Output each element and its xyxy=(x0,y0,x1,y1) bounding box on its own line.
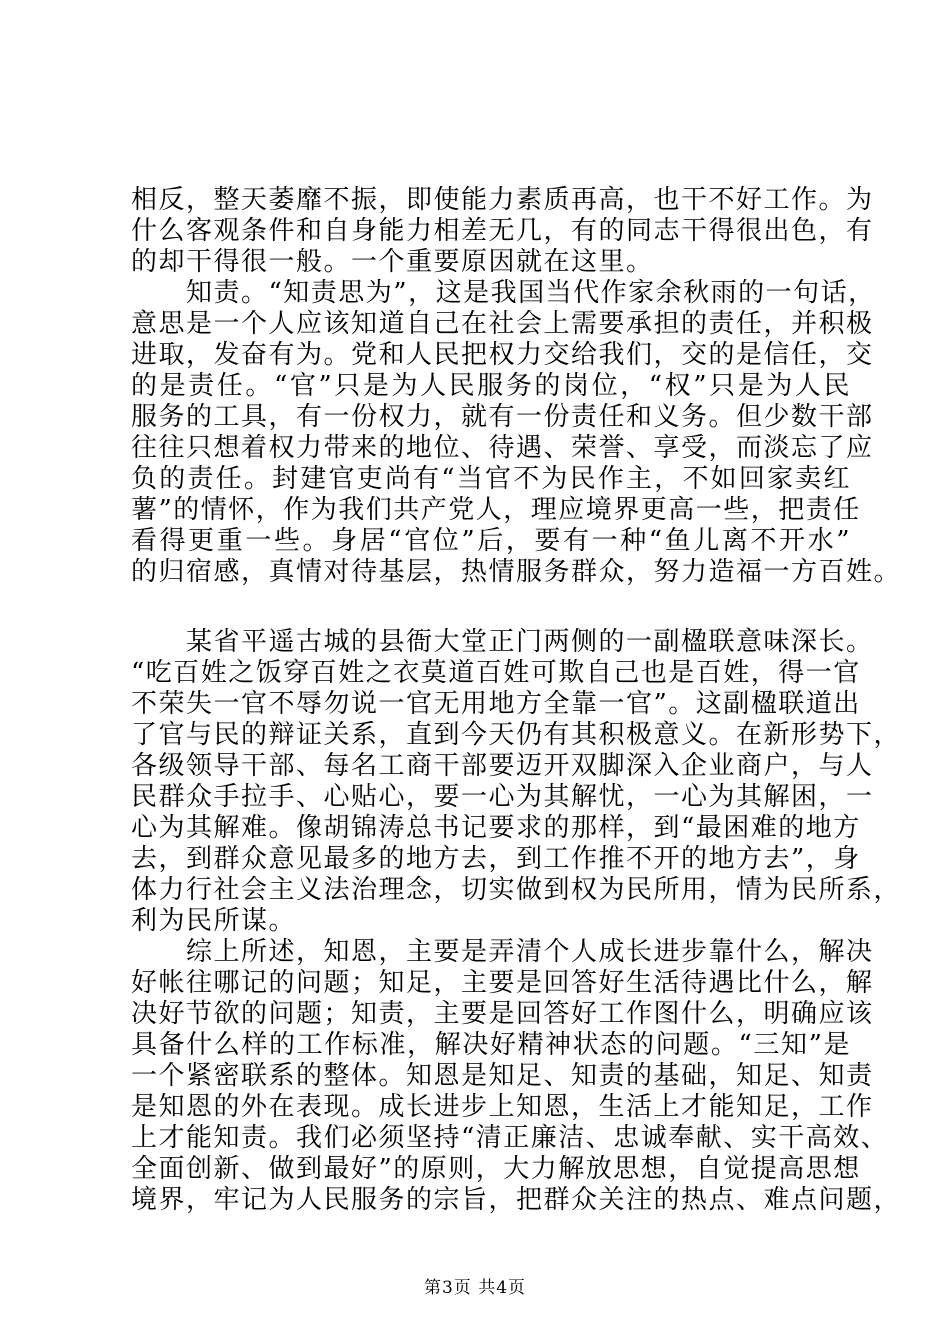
page-number-footer: 第3页 共4页 xyxy=(423,1278,527,1298)
text-line: 上才能知责。我们必须坚持“清正廉洁、忠诚奉献、实干高效、 xyxy=(131,1123,889,1153)
text-line: “吃百姓之饭穿百姓之衣莫道百姓可欺自己也是百姓，得一官 xyxy=(131,658,861,688)
text-line: 好帐往哪记的问题；知足，主要是回答好生活待遇比什么，解 xyxy=(131,968,874,998)
text-line: 服务的工具，有一份权力，就有一份责任和义务。但少数干部 xyxy=(131,402,874,432)
text-line: 具备什么样的工作标准，解决好精神状态的问题。“三知”是 xyxy=(131,1030,851,1060)
text-line: 的归宿感，真情对待基层，热情服务群众，努力造福一方百姓。 xyxy=(131,557,902,587)
text-line: 进取，发奋有为。党和人民把权力交给我们，交的是信任，交 xyxy=(131,340,874,370)
text-line: 心为其解难。像胡锦涛总书记要求的那样，到“最困难的地方 xyxy=(131,813,861,843)
text-line: 不荣失一官不辱勿说一官无用地方全靠一官”。这副楹联道出 xyxy=(131,689,861,719)
text-line: 利为民所谋。 xyxy=(131,906,297,936)
text-line: 综上所述，知恩，主要是弄清个人成长进步靠什么，解决 xyxy=(131,937,874,967)
text-line: 的却干得很一般。一个重要原因就在这里。 xyxy=(131,247,654,277)
text-line: 民群众手拉手、心贴心，要一心为其解忧，一心为其解困，一 xyxy=(131,782,874,812)
text-line: 体力行社会主义法治理念，切实做到权为民所用，情为民所系， xyxy=(131,875,902,905)
text-line: 是知恩的外在表现。成长进步上知恩，生活上才能知足，工作 xyxy=(131,1092,874,1122)
text-line: 往往只想着权力带来的地位、待遇、荣誉、享受，而淡忘了应 xyxy=(131,433,874,463)
text-line: 去，到群众意见最多的地方去，到工作推不开的地方去”，身 xyxy=(131,844,861,874)
text-line: 某省平遥古城的县衙大堂正门两侧的一副楹联意味深长。 xyxy=(131,627,874,657)
text-line: 一个紧密联系的整体。知恩是知足、知责的基础，知足、知责 xyxy=(131,1061,874,1091)
text-line: 的是责任。“官”只是为人民服务的岗位，“权”只是为人民 xyxy=(131,371,851,401)
text-line: 知责。“知责思为”，这是我国当代作家余秋雨的一句话， xyxy=(131,278,876,308)
text-line: 看得更重一些。身居“官位”后，要有一种“鱼儿离不开水” xyxy=(131,526,851,556)
text-line: 薯”的情怀，作为我们共产党人，理应境界更高一些，把责任 xyxy=(131,495,861,525)
text-line: 了官与民的辩证关系，直到今天仍有其积极意义。在新形势下， xyxy=(131,720,902,750)
text-line: 负的责任。封建官吏尚有“当官不为民作主，不如回家卖红 xyxy=(131,464,851,494)
text-line: 意思是一个人应该知道自己在社会上需要承担的责任，并积极 xyxy=(131,309,874,339)
text-line: 什么客观条件和自身能力相差无几，有的同志干得很出色，有 xyxy=(131,216,874,246)
text-line: 境界，牢记为人民服务的宗旨，把群众关注的热点、难点问题， xyxy=(131,1185,902,1215)
text-line: 各级领导干部、每名工商干部要迈开双脚深入企业商户，与人 xyxy=(131,751,874,781)
text-line: 相反，整天萎靡不振，即使能力素质再高，也干不好工作。为 xyxy=(131,185,874,215)
text-line: 决好节欲的问题；知责，主要是回答好工作图什么，明确应该 xyxy=(131,999,874,1029)
text-line: 全面创新、做到最好”的原则，大力解放思想，自觉提高思想 xyxy=(131,1154,861,1184)
